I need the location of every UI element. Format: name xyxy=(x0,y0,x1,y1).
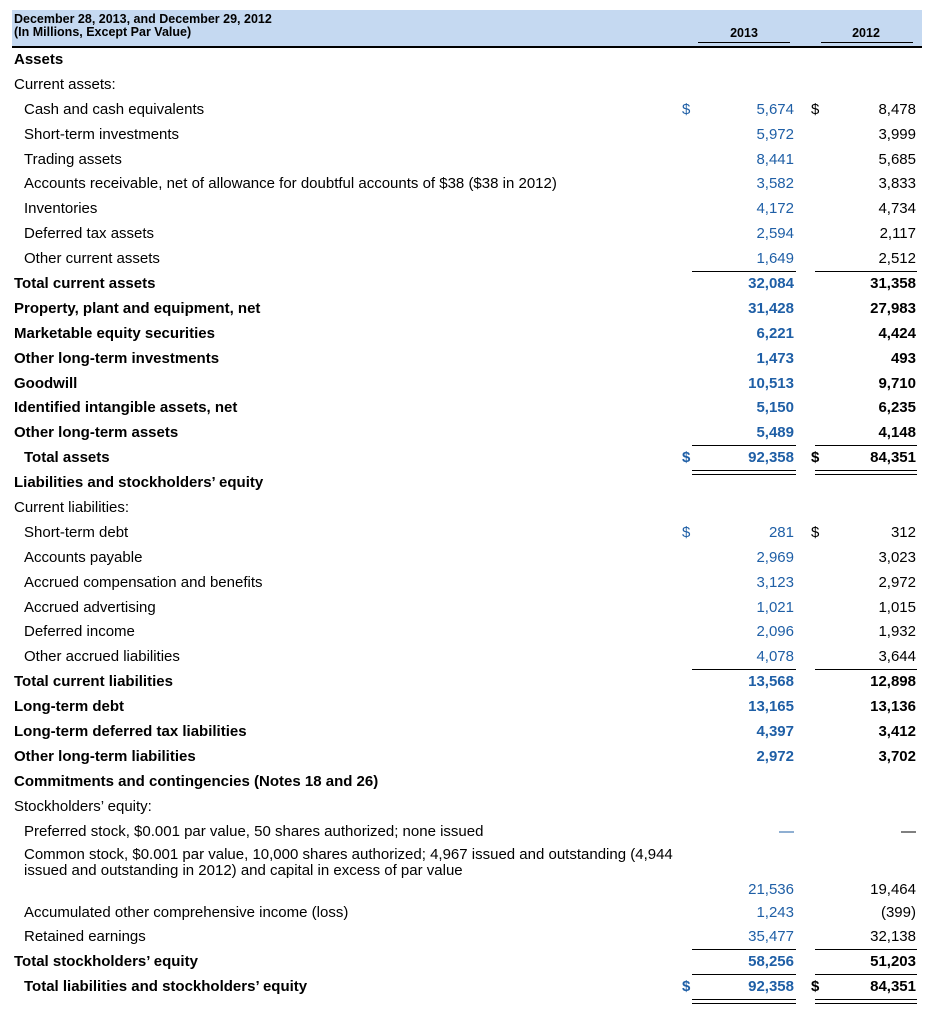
table-row xyxy=(12,197,922,222)
currency-symbol-2012: $ xyxy=(811,449,820,467)
table-row xyxy=(12,98,922,123)
statement-title xyxy=(14,13,272,39)
currency-symbol-2012: $ xyxy=(811,100,820,118)
value-2012: 1,015 xyxy=(878,598,916,616)
value-2012: 4,734 xyxy=(878,200,916,218)
value-2013: 1,649 xyxy=(756,250,794,268)
value-2013: 4,172 xyxy=(756,200,794,218)
value-2012: 493 xyxy=(890,349,916,367)
row-label: Commitments and contingencies (Notes 18 and 26) xyxy=(14,772,379,790)
value-2012: 2,972 xyxy=(878,573,916,591)
row-label: Inventories xyxy=(24,200,98,218)
table-row xyxy=(12,73,922,98)
table-row xyxy=(12,48,922,73)
row-label: Goodwill xyxy=(14,374,78,392)
table-row xyxy=(12,645,922,670)
row-label: Total current liabilities xyxy=(14,673,173,691)
table-row xyxy=(12,148,922,173)
value-2013: 5,674 xyxy=(756,100,794,118)
table-row xyxy=(12,496,922,521)
value-2013: 5,150 xyxy=(756,399,794,417)
value-2012: 2,117 xyxy=(879,225,916,243)
table-row xyxy=(12,272,922,297)
value-2013: 21,536 xyxy=(748,880,794,898)
value-2012: 8,478 xyxy=(878,100,916,118)
value-2013: 3,123 xyxy=(756,573,794,591)
table-row xyxy=(12,925,922,950)
row-label: Trading assets xyxy=(24,150,122,168)
table-row xyxy=(12,571,922,596)
row-label: Other long-term assets xyxy=(14,424,179,442)
row-label: Total liabilities and stockholders’ equity xyxy=(24,978,308,996)
table-row xyxy=(12,975,922,1000)
row-label: Short-term investments xyxy=(24,125,180,143)
column-header-2012: 2012 xyxy=(852,26,880,40)
value-2013: 5,489 xyxy=(756,424,794,442)
table-row xyxy=(12,745,922,770)
row-label: Total stockholders’ equity xyxy=(14,953,198,971)
row-label: Long-term debt xyxy=(14,698,124,716)
value-2012: 1,932 xyxy=(878,623,916,641)
value-2013: 281 xyxy=(768,523,794,541)
table-row xyxy=(12,471,922,496)
table-row xyxy=(12,770,922,795)
row-label: Total current assets xyxy=(14,275,156,293)
row-label: Liabilities and stockholders’ equity xyxy=(14,474,264,492)
table-row xyxy=(12,372,922,397)
row-label: Current assets: xyxy=(14,75,116,93)
value-2012: 6,235 xyxy=(878,399,916,417)
total-double-underline xyxy=(815,1003,917,1004)
value-2013: 3,582 xyxy=(756,175,794,193)
table-row xyxy=(12,247,922,272)
value-2013: 4,397 xyxy=(756,723,794,741)
currency-symbol-2013: $ xyxy=(682,449,691,467)
row-label: Marketable equity securities xyxy=(14,324,215,342)
total-double-underline xyxy=(692,1003,796,1004)
table-row xyxy=(12,322,922,347)
table-body xyxy=(12,48,922,1000)
value-2012: 3,999 xyxy=(878,125,916,143)
value-2013: 1,243 xyxy=(756,903,794,921)
currency-symbol-2012: $ xyxy=(811,978,820,996)
currency-symbol-2013: $ xyxy=(682,100,691,118)
row-label: Other long-term liabilities xyxy=(14,747,196,765)
value-2012: 51,203 xyxy=(870,953,916,971)
value-2013: 2,096 xyxy=(756,623,794,641)
value-2013: 32,084 xyxy=(748,275,794,293)
table-row xyxy=(12,720,922,745)
table-row xyxy=(12,845,922,901)
value-2012: 84,351 xyxy=(870,978,916,996)
value-2012: 3,702 xyxy=(878,747,916,765)
table-row xyxy=(12,820,922,845)
value-2012: 13,136 xyxy=(870,698,916,716)
value-2012: 3,412 xyxy=(878,723,916,741)
row-label: Current liabilities: xyxy=(14,499,130,517)
value-2013: 6,221 xyxy=(756,324,794,342)
value-2013: 5,972 xyxy=(756,125,794,143)
value-2013: 1,473 xyxy=(756,349,794,367)
value-2013: 35,477 xyxy=(748,928,794,946)
value-2012: 19,464 xyxy=(870,880,916,898)
table-row xyxy=(12,172,922,197)
value-2012: (399) xyxy=(880,903,916,921)
row-label: Accrued advertising xyxy=(24,598,156,616)
table-row xyxy=(12,421,922,446)
value-2013: — xyxy=(779,822,794,840)
table-row xyxy=(12,123,922,148)
row-label: Accumulated other comprehensive income (loss) xyxy=(24,903,349,921)
row-label: Common stock, $0.001 par value, 10,000 shares authorized; 4,967 issued and outstanding (4,944 issued and outstanding in 2012) and capital in excess of par value xyxy=(24,845,673,879)
table-row xyxy=(12,521,922,546)
table-row xyxy=(12,670,922,695)
table-row xyxy=(12,795,922,820)
table-row xyxy=(12,546,922,571)
row-label: Identified intangible assets, net xyxy=(14,399,238,417)
value-2013: 8,441 xyxy=(756,150,794,168)
value-2012: — xyxy=(901,822,916,840)
value-2013: 92,358 xyxy=(748,449,794,467)
column-header-2013: 2013 xyxy=(730,26,758,40)
row-label: Short-term debt xyxy=(24,523,129,541)
statement-units-line: (In Millions, Except Par Value) xyxy=(14,25,192,39)
currency-symbol-2013: $ xyxy=(682,523,691,541)
row-label: Other accrued liabilities xyxy=(24,648,180,666)
total-underline xyxy=(692,999,796,1000)
value-2013: 58,256 xyxy=(748,953,794,971)
value-2012: 5,685 xyxy=(878,150,916,168)
table-row xyxy=(12,347,922,372)
row-label: Total assets xyxy=(24,449,110,467)
value-2012: 32,138 xyxy=(870,928,916,946)
row-label: Deferred tax assets xyxy=(24,225,155,243)
value-2012: 31,358 xyxy=(870,275,916,293)
value-2012: 2,512 xyxy=(878,250,916,268)
row-label: Cash and cash equivalents xyxy=(24,100,205,118)
row-label: Assets xyxy=(14,51,64,68)
value-2012: 9,710 xyxy=(878,374,916,392)
table-row xyxy=(12,446,922,471)
value-2012: 4,148 xyxy=(878,424,916,442)
value-2013: 13,568 xyxy=(748,673,794,691)
row-label: Other long-term investments xyxy=(14,349,220,367)
value-2012: 84,351 xyxy=(870,449,916,467)
row-label: Preferred stock, $0.001 par value, 50 shares authorized; none issued xyxy=(24,822,484,840)
value-2013: 2,594 xyxy=(756,225,794,243)
value-2012: 12,898 xyxy=(870,673,916,691)
row-label: Deferred income xyxy=(24,623,135,641)
row-label: Stockholders’ equity: xyxy=(14,797,152,815)
value-2012: 4,424 xyxy=(878,324,916,342)
value-2013: 31,428 xyxy=(748,299,794,317)
table-row xyxy=(12,620,922,645)
value-2013: 2,972 xyxy=(756,747,794,765)
table-header xyxy=(12,10,922,48)
table-row xyxy=(12,596,922,621)
row-label: Accounts receivable, net of allowance for doubtful accounts of $38 ($38 in 2012) xyxy=(24,175,557,193)
value-2013: 2,969 xyxy=(756,548,794,566)
currency-symbol-2012: $ xyxy=(811,523,820,541)
value-2013: 1,021 xyxy=(756,598,794,616)
row-label: Accrued compensation and benefits xyxy=(24,573,263,591)
total-underline xyxy=(815,999,917,1000)
table-row xyxy=(12,950,922,975)
row-label: Property, plant and equipment, net xyxy=(14,299,261,317)
value-2012: 312 xyxy=(890,523,916,541)
row-label: Long-term deferred tax liabilities xyxy=(14,723,247,741)
column-header-underline xyxy=(698,42,790,43)
row-label: Other current assets xyxy=(24,250,160,268)
table-row xyxy=(12,297,922,322)
table-row xyxy=(12,396,922,421)
value-2013: 10,513 xyxy=(748,374,794,392)
value-2013: 92,358 xyxy=(748,978,794,996)
table-row xyxy=(12,901,922,926)
balance-sheet xyxy=(12,10,922,1000)
currency-symbol-2013: $ xyxy=(682,978,691,996)
value-2012: 3,644 xyxy=(878,648,916,666)
column-header-underline xyxy=(821,42,913,43)
row-label: Accounts payable xyxy=(24,548,143,566)
table-row xyxy=(12,222,922,247)
value-2013: 13,165 xyxy=(748,698,794,716)
value-2013: 4,078 xyxy=(756,648,794,666)
table-row xyxy=(12,695,922,720)
value-2012: 3,023 xyxy=(878,548,916,566)
value-2012: 27,983 xyxy=(870,299,916,317)
row-label: Retained earnings xyxy=(24,928,146,946)
statement-date-line: December 28, 2013, and December 29, 2012 xyxy=(14,12,272,26)
value-2012: 3,833 xyxy=(878,175,916,193)
